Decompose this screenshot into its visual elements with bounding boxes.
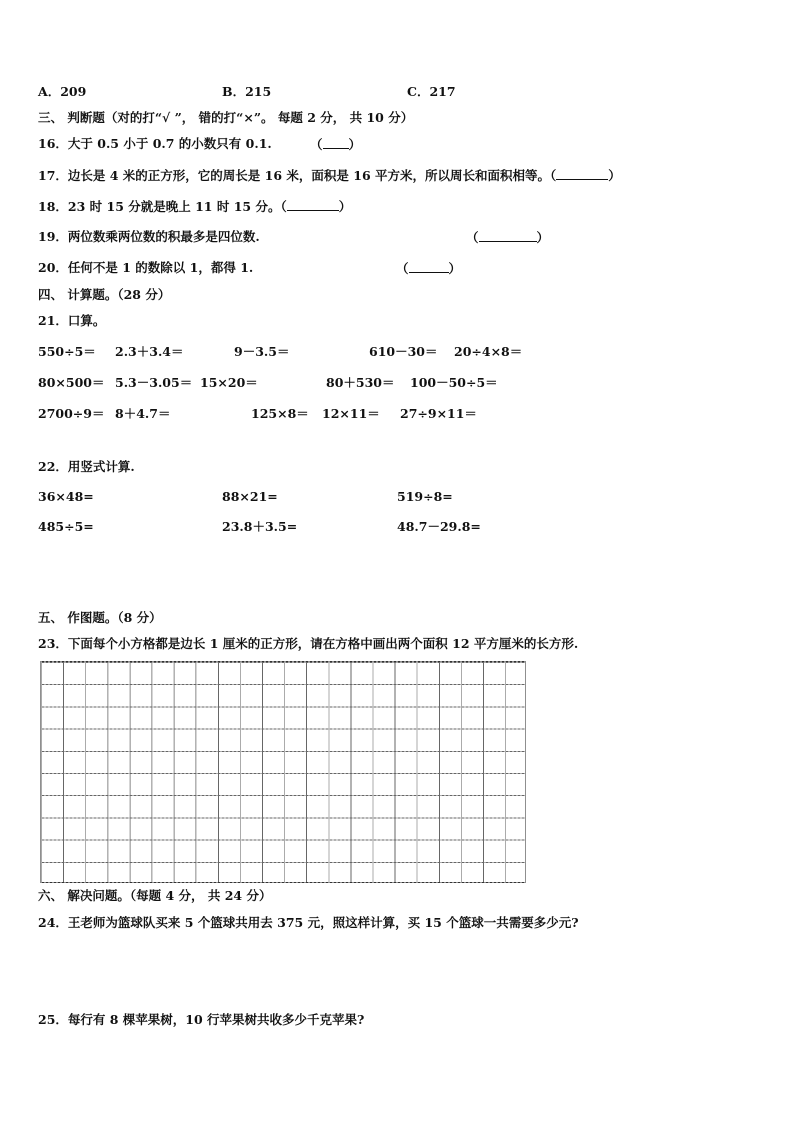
question-20 xyxy=(38,260,253,276)
paren-right: ） xyxy=(608,168,621,183)
answer-blank-16[interactable] xyxy=(323,136,349,149)
paren-right: ） xyxy=(448,261,462,276)
mental-math-item: 12×11＝ xyxy=(322,406,380,421)
answer-16-parens xyxy=(310,136,361,153)
paren-left: （ xyxy=(550,168,557,183)
question-25: 25．每行有 8 棵苹果树，10 行苹果树共收多少千克苹果? xyxy=(38,1012,365,1027)
question-17-text: 17．边长是 4 米的正方形，它的周长是 16 米，面积是 16 平方米，所以周长和面积相等。 xyxy=(38,168,550,183)
paren-right: ） xyxy=(348,137,362,152)
question-17 xyxy=(38,167,621,184)
mental-math-item: 2.3＋3.4＝ xyxy=(115,344,184,359)
vertical-calc-item: 519÷8= xyxy=(397,489,453,504)
vertical-calc-item: 23.8＋3.5= xyxy=(222,519,298,534)
vertical-calc-item: 88×21= xyxy=(222,489,278,504)
section6-heading: 六、 解决问题。（每题 4 分， 共 24 分） xyxy=(38,888,272,903)
mental-math-item: 80×500＝ xyxy=(38,375,105,390)
question-19-text: 19．两位数乘两位数的积最多是四位数. xyxy=(38,229,260,244)
answer-19-parens xyxy=(466,229,549,246)
section4-heading: 四、 计算题。（28 分） xyxy=(38,287,171,302)
mental-math-item: 5.3－3.05＝ xyxy=(115,375,193,390)
paren-right: ） xyxy=(338,199,352,214)
question-20-text: 20．任何不是 1 的数除以 1，都得 1. xyxy=(38,260,254,275)
choice-c: C．217 xyxy=(407,84,456,99)
mental-math-item: 550÷5＝ xyxy=(38,344,96,359)
paren-right: ） xyxy=(536,230,550,245)
choice-a: A．209 xyxy=(38,84,87,99)
mental-math-item: 125×8＝ xyxy=(251,406,309,421)
question-24: 24．王老师为篮球队买来 5 个篮球共用去 375 元，照这样计算，买 15 个篮球一共需要多少元? xyxy=(38,915,579,930)
mental-math-item: 20÷4×8＝ xyxy=(454,344,523,359)
question-18 xyxy=(38,198,351,215)
paren-left: （ xyxy=(280,199,287,214)
choice-b: B．215 xyxy=(222,84,272,99)
mental-math-item: 8＋4.7＝ xyxy=(115,406,171,421)
mental-math-item: 2700÷9＝ xyxy=(38,406,105,421)
answer-blank-19[interactable] xyxy=(479,229,537,242)
vertical-calc-item: 36×48= xyxy=(38,489,94,504)
question-16-text: 16．大于 0.5 小于 0.7 的小数只有 0.1. xyxy=(38,136,272,151)
mental-math-item: 100－50÷5＝ xyxy=(410,375,498,390)
question-18-text: 18．23 时 15 分就是晚上 11 时 15 分。 xyxy=(38,199,281,214)
question-22-title: 22．用竖式计算. xyxy=(38,459,135,474)
mental-math-item: 9－3.5＝ xyxy=(234,344,290,359)
mental-math-item: 610－30＝ xyxy=(369,344,438,359)
answer-blank-20[interactable] xyxy=(409,260,449,273)
mental-math-item: 80＋530＝ xyxy=(326,375,395,390)
paren-left: （ xyxy=(310,137,323,152)
paren-left: （ xyxy=(396,261,409,276)
question-23: 23．下面每个小方格都是边长 1 厘米的正方形，请在方格中画出两个面积 12 平方厘米的长方形. xyxy=(38,636,579,651)
section5-heading: 五、 作图题。（8 分） xyxy=(38,610,162,625)
question-21-title: 21．口算。 xyxy=(38,313,106,328)
question-16 xyxy=(38,136,272,152)
square-grid[interactable] xyxy=(40,661,526,883)
section3-heading: 三、 判断题（对的打“√ ”， 错的打“×”。 每题 2 分， 共 10 分） xyxy=(38,110,414,125)
mental-math-item: 15×20＝ xyxy=(200,375,258,390)
vertical-calc-item: 485÷5= xyxy=(38,519,94,534)
question-19 xyxy=(38,229,260,245)
answer-blank-17[interactable] xyxy=(556,167,608,180)
vertical-calc-item: 48.7－29.8= xyxy=(397,519,481,534)
answer-20-parens xyxy=(396,260,461,277)
mental-math-item: 27÷9×11＝ xyxy=(400,406,477,421)
paren-left: （ xyxy=(466,230,479,245)
answer-blank-18[interactable] xyxy=(287,198,339,211)
